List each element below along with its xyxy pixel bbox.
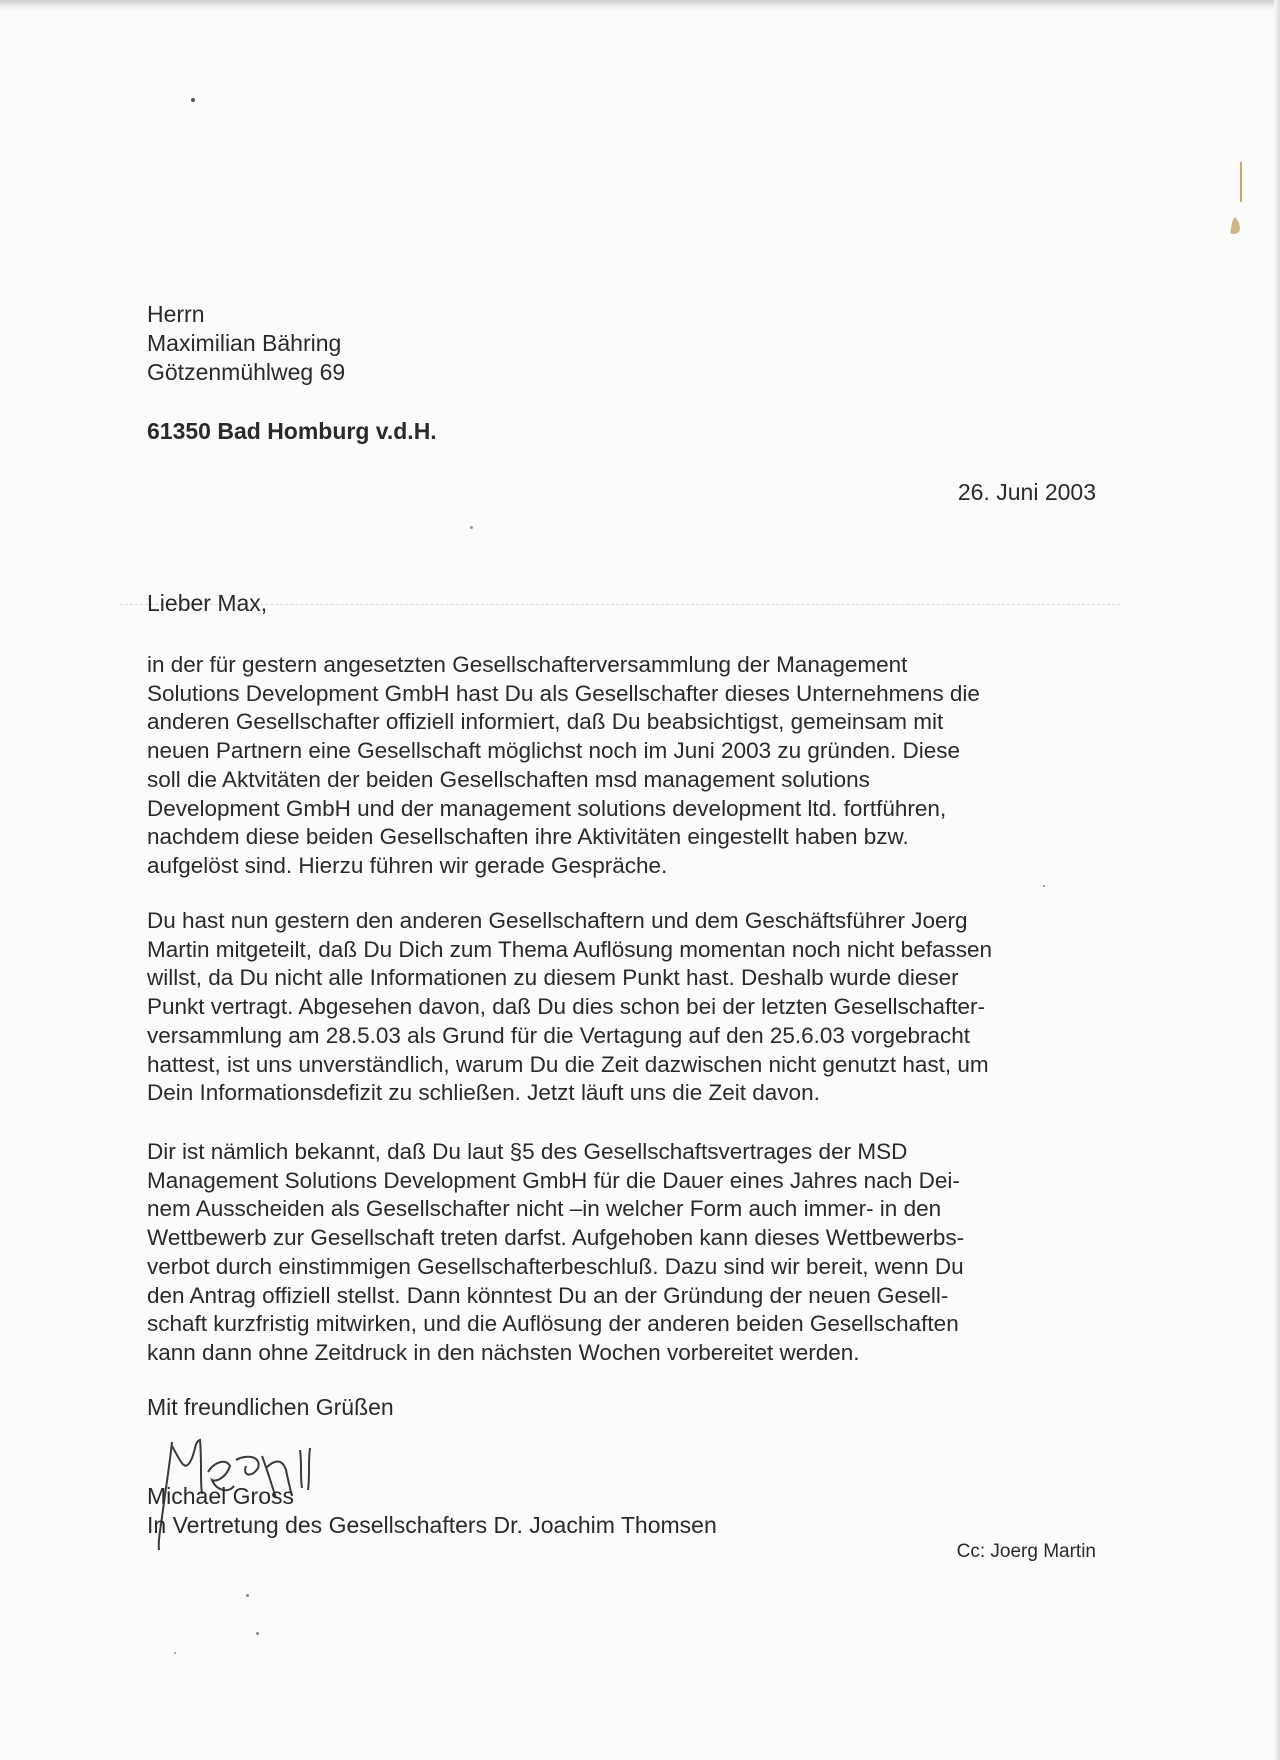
letter-date: 26. Juni 2003 xyxy=(957,479,1096,505)
scan-speck xyxy=(174,1652,176,1654)
paragraph-2 xyxy=(147,907,1107,1108)
paragraph-line: willst, da Du nicht alle Informationen zu diesem Punkt hast. Deshalb wurde dieser xyxy=(147,965,959,991)
recipient-name: Maximilian Bähring xyxy=(147,330,342,356)
recipient-address xyxy=(147,300,345,387)
paragraph-line: verbot durch einstimmigen Gesellschafterbeschluß. Dazu sind wir bereit, wenn Du xyxy=(147,1253,964,1279)
paragraph-line: in der für gestern angesetzten Gesellschafterversammlung der Management xyxy=(147,652,908,677)
paragraph-line: schaft kurzfristig mitwirken, und die Auflösung der anderen beiden Gesellschaften xyxy=(147,1311,959,1337)
paragraph-line: den Antrag offiziell stellst. Dann könntest Du an der Gründung der neuen Gesell- xyxy=(147,1282,949,1308)
paragraph-line: nem Ausscheiden als Gesellschafter nicht –in welcher Form auch immer- in den xyxy=(147,1196,942,1222)
scan-speck xyxy=(191,98,195,102)
paragraph-1 xyxy=(147,651,1107,881)
paragraph-line: Management Solutions Development GmbH für die Dauer eines Jahres nach Dei- xyxy=(147,1167,960,1193)
scan-edge-mark xyxy=(1238,162,1244,202)
fold-line xyxy=(120,604,1120,605)
letter-closing: Mit freundlichen Grüßen xyxy=(147,1394,394,1420)
paragraph-line: Wettbewerb zur Gesellschaft treten darfst. Aufgehoben kann dieses Wettbewerbs- xyxy=(147,1225,965,1251)
paragraph-line: Punkt vertragt. Abgesehen davon, daß Du dies schon bei der letzten Gesellschafter- xyxy=(147,994,985,1020)
paragraph-3 xyxy=(147,1138,1107,1368)
paragraph-line: neuen Partnern eine Gesellschaft möglichst noch im Juni 2003 zu gründen. Diese xyxy=(147,738,960,764)
recipient-street: Götzenmühlweg 69 xyxy=(147,359,346,385)
paragraph-line: Du hast nun gestern den anderen Gesellschaftern und dem Geschäftsführer Joerg xyxy=(147,908,968,933)
paragraph-line: aufgelöst sind. Hierzu führen wir gerade Gespräche. xyxy=(147,852,668,878)
paragraph-line: hattest, ist uns unverständlich, warum Du die Zeit dazwischen nicht genutzt hast, um xyxy=(147,1051,989,1077)
scan-speck xyxy=(246,1594,249,1597)
scan-speck xyxy=(1043,885,1045,887)
scan-stain xyxy=(1228,215,1242,237)
scan-top-edge xyxy=(0,0,1280,10)
paragraph-line: versammlung am 28.5.03 als Grund für die Vertagung auf den 25.6.03 vorgebracht xyxy=(147,1022,971,1048)
paragraph-line: Development GmbH und der management solutions development ltd. fortführen, xyxy=(147,795,947,821)
paragraph-line: nachdem diese beiden Gesellschaften ihre Aktivitäten eingestellt haben bzw. xyxy=(147,824,909,850)
letter-salutation: Lieber Max, xyxy=(147,590,268,616)
paragraph-line: Martin mitgeteilt, daß Du Dich zum Thema Auflösung momentan noch nicht befassen xyxy=(147,936,993,962)
signer-name: Michael Gross xyxy=(147,1483,294,1509)
signer-role: In Vertretung des Gesellschafters Dr. Joachim Thomsen xyxy=(147,1512,717,1538)
recipient-city: 61350 Bad Homburg v.d.H. xyxy=(147,418,437,444)
scan-speck xyxy=(256,1632,259,1635)
scan-speck xyxy=(470,526,473,529)
paragraph-line: Solutions Development GmbH hast Du als Gesellschafter dieses Unternehmens die xyxy=(147,680,980,706)
paragraph-line: anderen Gesellschafter offiziell informiert, daß Du beabsichtigst, gemeinsam mit xyxy=(147,709,944,735)
paragraph-line: kann dann ohne Zeitdruck in den nächsten Wochen vorbereitet werden. xyxy=(147,1339,860,1365)
cc-line: Cc: Joerg Martin xyxy=(956,1541,1096,1562)
paragraph-line: Dein Informationsdefizit zu schließen. Jetzt läuft uns die Zeit davon. xyxy=(147,1080,820,1106)
paragraph-line: Dir ist nämlich bekannt, daß Du laut §5 des Gesellschaftsvertrages der MSD xyxy=(147,1139,908,1164)
recipient-salutation-line: Herrn xyxy=(147,301,205,327)
scan-right-edge xyxy=(1274,0,1280,1760)
signer-block xyxy=(147,1482,717,1540)
paragraph-line: soll die Aktvitäten der beiden Gesellschaften msd management solutions xyxy=(147,766,870,792)
